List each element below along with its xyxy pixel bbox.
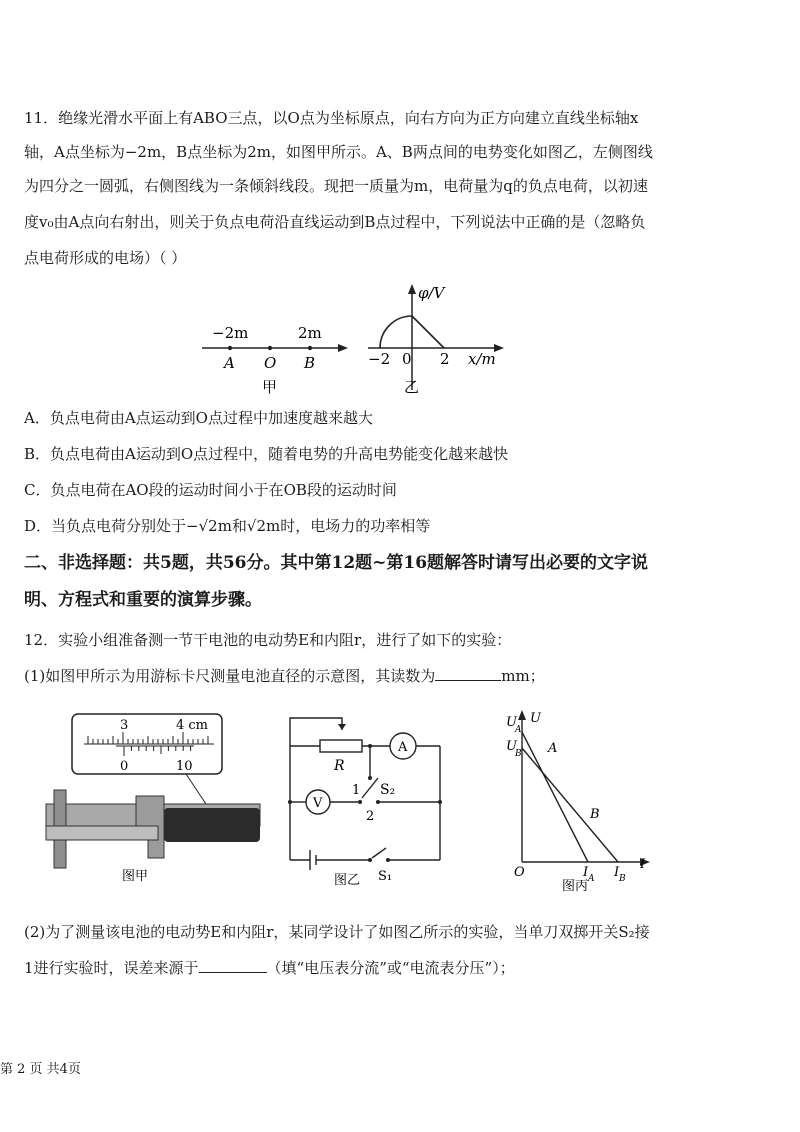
q12-part2-line1: (2)为了测量该电池的电动势E和内阻r，某同学设计了如图乙所示的实验，当单刀双掷开关S₂接 (24, 923, 650, 941)
q11-figure-jia (196, 318, 356, 398)
voltmeter-label: V (313, 796, 323, 811)
jia-point-o: O (264, 354, 277, 372)
graph-i-axis: I (640, 857, 646, 872)
graph-ia-sub: A (588, 874, 595, 884)
q12-part2-hint: （填“电压表分流”或“电流表分压”）； (266, 959, 515, 977)
graph-ua-label: U (506, 715, 517, 730)
q12-part2-line2 (24, 958, 784, 978)
graph-ib-label: I (614, 865, 620, 880)
circuit-caption: 图乙 (334, 873, 361, 888)
q11-line-1: 11．绝缘光滑水平面上有ABO三点，以O点为坐标原点，向右方向为正方向建立直线坐标轴x (24, 109, 639, 127)
q12-part2-blank (199, 972, 267, 973)
section2-heading-line1: 二、非选择题：共5题，共56分。其中第12题~第16题解答时请写出必要的文字说 (24, 553, 649, 573)
q11-option-c: C．负点电荷在AO段的运动时间小于在OB段的运动时间 (24, 481, 397, 499)
q11-line-5: 点电荷形成的电场）（ ） (24, 249, 187, 267)
caliper-vernier-10: 10 (176, 759, 193, 774)
switch-s1-label: S₁ (378, 869, 393, 884)
yi-tick-neg2: −2 (368, 350, 391, 368)
caliper-figure (36, 708, 268, 884)
graph-u-axis: U (530, 711, 541, 726)
q12-part1-text: (1)如图甲所示为用游标卡尺测量电池直径的示意图，其读数为 (24, 667, 436, 685)
q11-option-d: D．当负点电荷分别处于−√2m和√2m时，电场力的功率相等 (24, 517, 431, 535)
q12-part1-unit: mm； (501, 667, 545, 685)
caliper-vernier-0: 0 (120, 759, 129, 774)
q11-option-b: B．负点电荷由A运动到O点过程中，随着电势的升高电势能变化越来越快 (24, 445, 509, 463)
resistor-label: R (334, 758, 345, 774)
graph-origin: O (514, 865, 525, 880)
jia-label-right: 2m (298, 324, 322, 342)
graph-caption: 图丙 (562, 879, 589, 892)
yi-caption: 乙 (404, 378, 420, 396)
caliper-main-4cm: 4 cm (176, 718, 209, 733)
jia-point-b: B (304, 354, 316, 372)
q11-line-2: 轴，A点坐标为−2m，B点坐标为2m，如图甲所示。A、B两点间的电势变化如图乙，左侧图线 (24, 143, 653, 161)
switch-pos-1: 1 (352, 783, 361, 798)
jia-label-left: −2m (212, 324, 249, 342)
graph-ub-sub: B (515, 749, 522, 759)
graph-ua-sub: A (515, 725, 522, 735)
yi-x-axis-label: x/m (468, 350, 496, 368)
section2-heading-line2: 明、方程式和重要的演算步骤。 (24, 590, 262, 610)
caliper-caption: 图甲 (122, 869, 149, 884)
q11-figure-yi (360, 278, 510, 400)
q11-line-4: 度v₀由A点向右射出，则关于负点电荷沿直线运动到B点过程中，下列说法中正确的是（忽略负 (24, 213, 646, 231)
q12-intro: 12．实验小组准备测一节干电池的电动势E和内阻r，进行了如下的实验： (24, 631, 512, 649)
jia-caption: 甲 (262, 378, 278, 396)
q11-option-a: A．负点电荷由A点运动到O点过程中加速度越来越大 (24, 409, 373, 427)
circuit-figure (282, 712, 452, 892)
ammeter-label: A (398, 740, 408, 755)
yi-tick-0: 0 (402, 350, 412, 368)
graph-line-a: A (548, 741, 558, 756)
graph-ia-label: I (583, 865, 589, 880)
graph-ib-sub: B (619, 874, 626, 884)
caliper-main-3: 3 (120, 718, 129, 733)
jia-point-a: A (224, 354, 235, 372)
graph-ub-label: U (506, 739, 517, 754)
page-footer: 第 2 页 共4页 (0, 1062, 81, 1077)
q12-part1-blank (435, 680, 501, 681)
q12-part2-text: 1进行实验时，误差来源于 (24, 959, 199, 977)
q11-line-3: 为四分之一圆弧，右侧图线为一条倾斜线段。现把一质量为m，电荷量为q的负点电荷，以初速 (24, 177, 648, 195)
yi-y-axis-label: φ/V (418, 284, 445, 302)
q12-part1 (24, 666, 784, 686)
graph-line-b: B (590, 807, 600, 822)
yi-tick-2: 2 (440, 350, 450, 368)
switch-s2-label: S₂ (380, 782, 396, 798)
switch-pos-2: 2 (366, 809, 375, 824)
ui-graph-figure (500, 706, 660, 892)
